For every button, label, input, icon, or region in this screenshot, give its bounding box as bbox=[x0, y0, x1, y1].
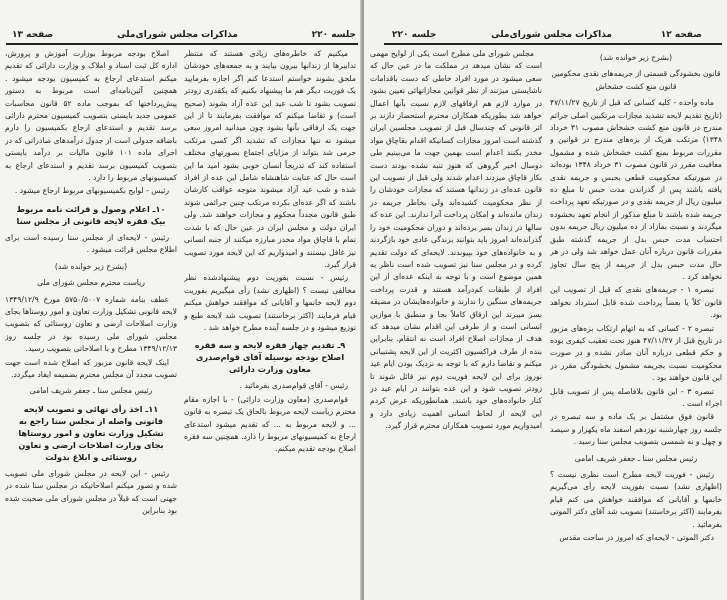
paragraph: تبصره ۳ - این قانون بلافاصله پس از تصویب قابل اجراء است . bbox=[550, 386, 722, 408]
paragraph: رئیس - لوایح بکمیسیونهای مربوط ارجاع میشود . bbox=[14, 186, 169, 196]
right-page bbox=[364, 0, 727, 600]
left-page bbox=[0, 0, 362, 600]
centered-line: (بشرح زیر خوانده شد) bbox=[54, 261, 128, 271]
page-header bbox=[8, 30, 358, 42]
paragraph: عطف بنامه شماره ۵۷۵۰/۵۰۰۷ مورخ ۱۳۴۹/۱۲/۹ لایحه قانونی تشکیل وزارت تعاون و امور روستاها بجای وزارت اصلاحات ارضی و تعاون روستائی که بتصویب مجلس شورای ملی رسیده بود در جلسه روز ۱۳۴۹/۱۲/۱۳ مطرح و با اصلاحاتی بتصویب رسید. bbox=[5, 294, 177, 354]
section-heading: ۱۰ـ اعلام وصول و قرائت نامه مربوط بیک فقره لایحه قانونی از مجلس سنا bbox=[16, 203, 166, 226]
header-rule bbox=[384, 43, 722, 45]
text-column bbox=[5, 48, 177, 596]
paragraph: اینک لایحه قانون مزبور که اصلاح شده است جهت تصویب مجدد آن مجلس محترم بضمیمه ایفاد میگردد. bbox=[5, 357, 177, 379]
paragraph: قوام‌صدری (معاون وزارت دارائی) - با اجازه مقام محترم ریاست لایحه مربوط بالحاق یک تبصره به قانون ... و لایحه مربوط به ... که تقدیم میشود استدعای ارجاع به کمیسیونهای مربوط را دارد. همچنین سه فقره اصلاح بودجه تقدیم میکنم. bbox=[184, 394, 356, 454]
paragraph: تبصره ۱ - جریمه‌های نقدی که قبل از تصویب این قانون کلاً یا بعضاً پرداخت شده قابل استرداد نخواهد بود. bbox=[550, 285, 722, 320]
page-title: مذاکرات مجلس شورای‌ملی bbox=[117, 30, 238, 40]
paragraph: مجلس شورای ملی مطرح است یکی از لوایح مهمی است که نشان میدهد در مملکت ما در عین حال که سعی میشود در مورد افراد خاطی که دست باقدامات ناشایستی میزنند از نظر قوانین مجازاتهائی تعیین بشود در موارد لازم هم ارفاقهای لازم نسبت بآنها اعمال خواهد شد بطوریکه همکاران محترم استحضار دارند بر اثر قانونی که چندسال قبل از تصویب مجلسین ایران گذشته است امروز مجازات کسانیکه اقدام بقاچاق مواد مخدر بکنند اعدام است بهمین جهت ما می‌بینیم طی دوسال اخیر گروهی که هنوز تنبه نشده بودند دست بکار قاچاق میزدند اعدام شدند ولی قبل از تصویب این قانون عده‌ای در زندانها هستند که مجازات خودشان را از نظر محکومیت کشیده‌اند ولی بخاطر جریمه در زندان مانده‌اند و امکان پرداخت آنرا ندارند. این عده که سالها در زندان بسر برده‌اند و دوران محکومیت خود را گذرانده‌اند امروز باید بتوانند بزندگی عادی خود بازگردند و به خانواده‌های خود بپیوندند. لایحه‌ای که دولت تقدیم کرده و در مجلس سنا نیز تصویب شده است ناظر به همین موضوع است و با توجه به اینکه عده‌ای از این افراد از طبقات کم‌درآمد هستند و قدرت پرداخت جریمه‌های سنگین را ندارند و خانواده‌هایشان در مضیقه بسر میبرند این ارفاق کاملاً بجا و منطبق با موازین انسانی است و از طرفی این اقدام نشان میدهد که هدف از مجازات اصلاح افراد است نه انتقام. بنابراین بنده از طرف فراکسیون اکثریت از این لایحه پشتیبانی میکنم و تقاضا دارم که با توجه به نزدیک بودن ایام عید نوروز برای این لایحه فوریت دوم نیز قائل شوند تا زودتر تصویب شود و این عده بتوانند در ایام عید در کنار خانواده‌های خود باشند. همانطوریکه عرض کردم این لایحه از لحاظ انسانی اهمیت زیادی دارد و امیدواریم مورد تصویب همکاران محترم قرار گیرد. bbox=[370, 49, 542, 431]
text-column bbox=[184, 48, 356, 596]
page-number: صفحه ۱۲ bbox=[660, 30, 702, 40]
paragraph: رئیس - فوریت لایحه مطرح است نظری نیست ؟ (اظهاری نشد) نسبت بفوریت لایحه رأی می‌گیریم خانمها و آقایانی که موافقند خواهش می کنم قیام بفرمایند (اکثر برخاستند) تصویب شد آقای دکتر الموتی بفرمائید . bbox=[550, 470, 722, 529]
text-column bbox=[370, 48, 542, 596]
centered-line: قانون بخشودگی قسمتی از جریمه‌های نقدی محکومین قانون منع کشت خشخاش bbox=[551, 69, 721, 91]
centered-line: رئیس مجلس سنا ـ جعفر شریف امامی bbox=[574, 453, 698, 463]
page-session: جلسه ۲۲۰ bbox=[392, 30, 437, 40]
page-title: مذاکرات مجلس شورای‌ملی bbox=[491, 30, 612, 40]
text-column bbox=[550, 48, 722, 596]
page-session: جلسه ۲۲۰ bbox=[311, 30, 356, 40]
paragraph: قانون فوق مشتمل بر یک ماده و سه تبصره در جلسه روز چهارشنبه نوزدهم اسفند ماه یکهزار و سیصد و چهل و نه شمسی بتصویب مجلس سنا رسید . bbox=[550, 412, 722, 447]
section-heading: ۹ـ تقدیم چهار فقره لایحه و سه فقره اصلاح بودجه بوسیله آقای قوام‌صدری معاون وزارت دارائی bbox=[194, 340, 346, 375]
paragraph: ماده واحده - کلیه کسانی که قبل از تاریخ ۴۷/۱۱/۲۷ (تاریخ تقدیم لایحه تشدید مجازات مرتکبین اصلی جرائم مندرج در قانون منع کشت خشخاش مصوب ۳۱ خرداد ۱۳۴۸) مرتکب هریک از بزه‌های مندرج در قوانین و مقررات مربوط بمنع کشت خشخاش شده و مشمول معافیت مقرر در قانون مصوب ۳۱ خرداد ۱۳۴۸ بوده‌اند در صورتیکه محکومیت قطعی بحبس و جریمه نقدی یافته باشند پس از گذراندن مدت حبس تا مبلغ ده میلیون ریال از جریمه نقدی و در صورتیکه تعهد پرداخت جریمه شده باشند تا مبلغ مذکور از انجام تعهد بخشوده میگردند و نسبت بمازاد از ده میلیون ریال جریمه بدون احتساب مدت حبس بدل از جریمه گذشته طبق مقررات قانون درباره آنان عمل خواهد شد ولی در هر حال مدت حبس بدل از جریمه از پنج سال تجاوز نخواهد کرد . bbox=[550, 98, 722, 281]
centered-line: رئیس مجلس سنا ـ جعفر شریف امامی bbox=[29, 386, 153, 396]
paragraph: میکنیم که خاطره‌های زیادی هستند که منتظر تدابیرها از زندانها بیرون بیایند و به جمعه‌های خودشان ملحق بشوند خواستم استدعا کنم اگر اجازه بفرمایید یک فوریت دیگر هم ما پیشنهاد بکنیم که یکقدری زودتر تصویب بشود تا شب عید این عده آزاد بشوند (صحیح است) و تقاضا میکنم که موافقت بفرمایند تا از این جهت یک ارفاقی بآنها بشود چون میدانید امروز سعی میشود نه تنها مجازات که تشدید اگر کسی مرتکب جرمی شد بتواند از مزایای اجتماع بصورتهای مختلف استفاده کند که تدریجاً انسان خوبی بشود امید ما این است حال که عنایت شاهنشاه شامل این عده از افراد شده و شب عید آزاد میشوند متوجه عواقب کارشان باشند که اگر عده‌ای بکرده مرتکب چنین جرائمی شوند طبق قانون مجدداً محکوم و مجازات خواهند شد. ولی ایران دولت و مجلس ایران در عین حال که با شدت تمام با قاچاق مواد مخدر مبارزه میکنند از جنبه انسانی نیز غافل نیستند و امیدواریم که این لایحه مورد تصویب قرار گیرد. bbox=[184, 49, 356, 269]
paragraph: اصلاح بودجه مربوط بوزارت آموزش و پرورش، اداره کل ثبت اسناد و املاک و وزارت دارائی که تقدیم میکنم استدعای ارجاع به کمیسیون بودجه میشود . همچنین آئین‌نامه‌ای است مربوط به دستور پیش‌پرداختها که بموجب ماده ۵۲ قانون محاسبات عمومی جدید بایستی بتصویب کمیسیون محترم دارائی برسد تقدیم و استدعای ارجاع بکمیسیون را دارم باضافه جدولی است از جدول درآمدهای صادراتی که در اجرای ماده ۱۰۱ قانون مالیات بر درآمد بایستی بتصویب کمیسیون برسد تقدیم و استدعای ارجاع به کمیسیونهای مربوط را دارد . bbox=[5, 49, 177, 183]
paragraph: رئیس - لایحه‌ای از مجلس سنا رسیده است برای اطلاع مجلس قرائت میشود . bbox=[5, 232, 177, 255]
header-rule bbox=[6, 43, 358, 45]
page-header bbox=[372, 30, 722, 42]
paragraph: رئیس - آقای قوام‌صدری بفرمائید . bbox=[239, 381, 348, 391]
page-number: صفحه ۱۳ bbox=[12, 30, 54, 40]
centered-line: ریاست محترم مجلس شورای ملی bbox=[37, 278, 145, 288]
paragraph: دکتر الموتی - لایحه‌ای که امروز در ساحت مقدس bbox=[559, 533, 714, 543]
paragraph: تبصره ۲ - کسانی که به اتهام ارتکاب بزه‌های مزبور در تاریخ قبل از ۴۷/۱۱/۲۷ هنوز تحت تعقیب کیفری بوده و حکم قطعی درباره آنان صادر نشده و در صورت محکومیت نسبت بجریمه مشمول بخشودگی مقرر در این قانون خواهند بود . bbox=[550, 323, 722, 383]
paragraph: رئیس - این لایحه در مجلس شورای ملی تصویب شده و تصور میکنم اصلاحاتیکه در مجلس سنا شده در جهتی است که قبلاً در مجلس شورای ملی صحبت شده بود بنابراین bbox=[5, 468, 177, 515]
paragraph: رئیس - نسبت بفوریت دوم پیشنهادشده نظر مخالفی نیست ؟ (اظهاری نشد) رأی میگیریم بفوریت دوم لایحه خانمها و آقایانی که موافقند خواهش میکنم قیام فرمایند (اکثر برخاستند) تصویب شد لایحه طبع و توزیع میشود و در جلسه آینده مطرح خواهد شد . bbox=[184, 273, 356, 332]
section-heading: ۱۱ـ اخذ رأی نهائی و تصویب لایحه قانونی واصله از مجلس سنا راجع به تشکیل وزارت تعاون و امور روستاها بجای وزارت اصلاحات ارضی و تعاون روستائی و ابلاغ بدولت bbox=[18, 403, 164, 462]
centered-line: (بشرح زیر خوانده شد) bbox=[599, 53, 673, 62]
